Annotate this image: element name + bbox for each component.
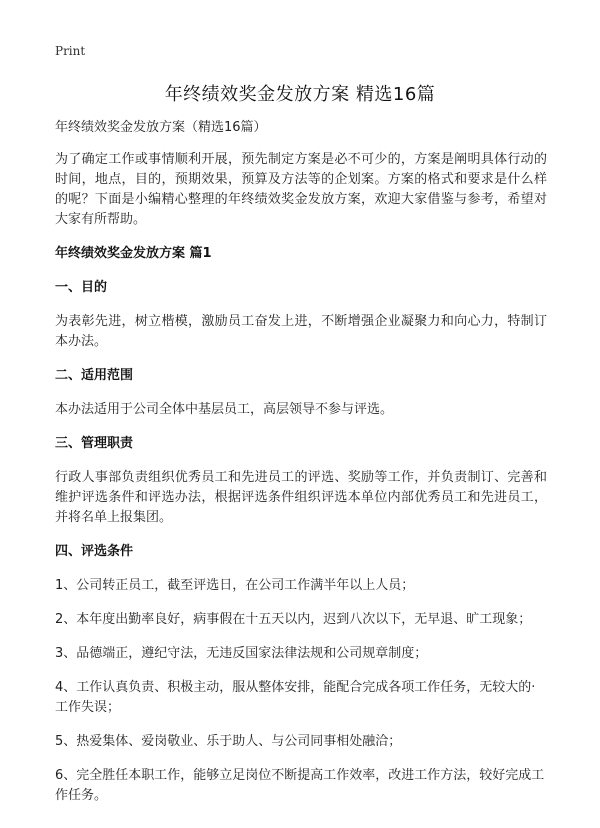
document-body xyxy=(55,118,547,820)
intro-paragraph: 为了确定工作或事情顺利开展，预先制定方案是必不可少的，方案是阐明具体行动的时间，地点，目的，预期效果，预算及方法等的企划案。方案的格式和要求是什么样的呢？下面是小编精心整理的年终绩效奖金发放方案，欢迎大家借鉴与参考，希望对大家有所帮助。 xyxy=(55,152,547,227)
purpose-paragraph: 为表彰先进，树立楷模，激励员工奋发上进，不断增强企业凝聚力和向心力，特制订本办法。 xyxy=(55,314,547,349)
part-heading: 年终绩效奖金发放方案 篇1 xyxy=(55,246,212,261)
criteria-item: 3、品德端正，遵纪守法，无违反国家法律法规和公司规章制度； xyxy=(55,646,428,661)
criteria-item: 5、热爱集体、爱岗敬业、乐于助人、与公司同事相处融洽； xyxy=(55,734,402,749)
criteria-item: 2、本年度出勤率良好，病事假在十五天以内，迟到八次以下，无早退、旷工现象； xyxy=(55,612,532,627)
duty-paragraph: 行政人事部负责组织优秀员工和先进员工的评选、奖励等工作，并负责制订、完善和维护评选条件和评选办法，根据评选条件组织评选本单位内部优秀员工和先进员工，并将名单上报集团。 xyxy=(55,470,547,525)
criteria-item: 4、工作认真负责、积极主动，服从整体安排，能配合完成各项工作任务，无较大的·工作失误； xyxy=(55,680,536,715)
purpose-heading: 一、目的 xyxy=(55,280,108,295)
scope-heading: 二、适用范围 xyxy=(55,368,134,383)
criteria-heading: 四、评选条件 xyxy=(55,544,134,559)
page-title: 年终绩效奖金发放方案 精选16篇 xyxy=(164,84,436,105)
duty-heading: 三、管理职责 xyxy=(55,436,134,451)
document-subtitle: 年终绩效奖金发放方案（精选16篇） xyxy=(55,120,267,135)
scope-paragraph: 本办法适用于公司全体中基层员工，高层领导不参与评选。 xyxy=(55,402,394,417)
criteria-item: 1、公司转正员工，截至评选日，在公司工作满半年以上人员； xyxy=(55,578,415,593)
print-label: Print xyxy=(55,44,86,58)
criteria-item: 6、完全胜任本职工作，能够立足岗位不断提高工作效率，改进工作方法，较好完成工作任务。 xyxy=(55,768,545,803)
